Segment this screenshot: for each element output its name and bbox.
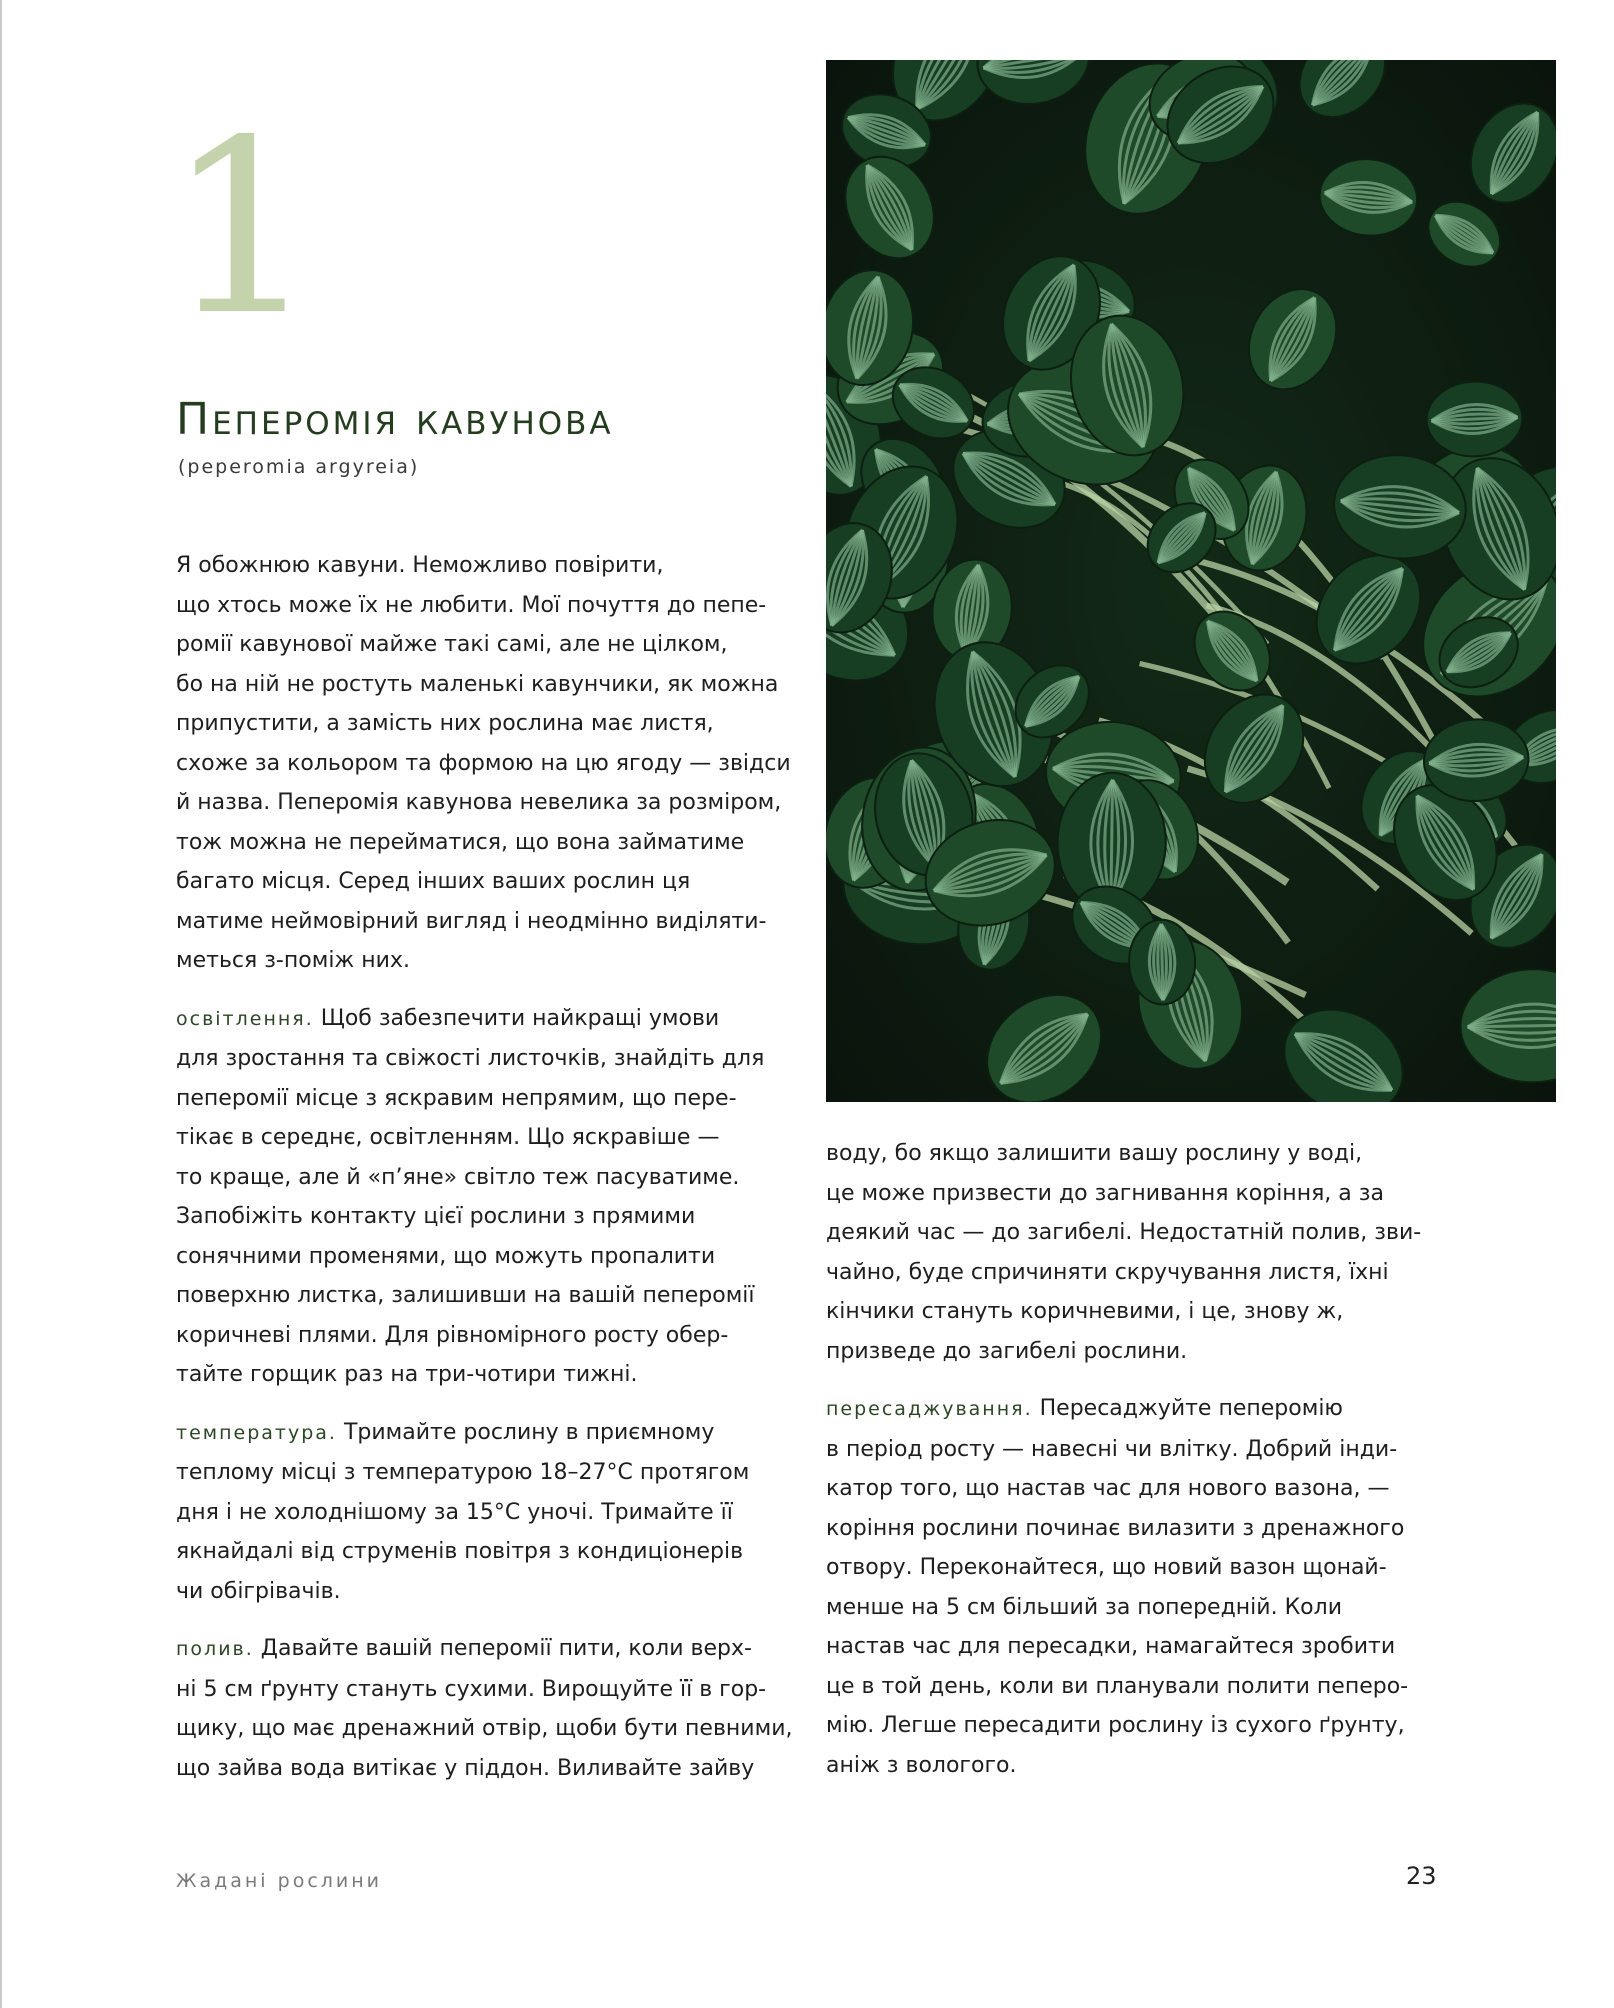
watering-paragraph: полив. Давайте вашій пеперомії пити, коли верх- ні 5 см ґрунту стануть сухими. Вирощуйте її в гор- щику, що має дренажний отвір, щоби бути певними, що зайва вода витікає у піддон. Виливайте зайву <box>176 1636 793 1781</box>
watering-continued-paragraph: воду, бо якщо залишити вашу рослину у воді, це може призвести до загнивання коріння, а за деякий час — до загибелі. Недостатній полив, зви- чайно, буде спричиняти скручування листя, їхні кінчики стануть коричневими, і це, знову ж, призведе до загибелі рослини. <box>826 1141 1422 1364</box>
intro-paragraph: Я обожнюю кавуни. Неможливо повірити, що хтось може їх не любити. Мої почуття до пепе- ромії кавунової майже такі самі, але не цілком, бо на ній не ростуть маленькі кавунчики, як можна припустити, а замість них рослина має листя, схоже за кольором та формою на цю ягоду — звідси й назва. Пеперомія кавунова невелика за розміром, тож можна не перейматися, що вона займатиме багато місця. Серед інших ваших рослин ця матиме неймовірний вигляд і неодмінно виділяти- меться з-поміж них. <box>176 553 791 973</box>
temperature-label: температура. <box>176 1421 337 1444</box>
plant-latin-name: (peperomia argyreia) <box>178 456 420 478</box>
temperature-paragraph: температура. Тримайте рослину в приємному теплому місці з температурою 18–27°C протягом дня і не холоднішому за 15°C уночі. Тримайте її якнайдалі від струменів повітря з кондиціонерів чи обігрівачів. <box>176 1419 750 1604</box>
repotting-label: пересаджування. <box>826 1398 1033 1420</box>
footer-book-title: Жадані рослини <box>176 1870 383 1892</box>
left-column <box>176 546 816 1788</box>
lighting-paragraph: освітлення. Щоб забезпечити найкращі умови для зростання та свіжості листочків, знайдіть для пеперомії місце з яскравим непрямим, що пере- тікає в середнє, освітленням. Що яскравіше — то краще, але й «п’яне» світло теж пасуватиме. Запобіжіть контакту цієї рослини з прямими сонячними променями, що можуть пропалити поверхню листка, залишивши на вашій пеперомії коричневі плями. Для рівномірного росту обер- тайте горщик раз на три-чотири тижні. <box>176 1005 765 1387</box>
chapter-number: 1 <box>166 88 319 368</box>
page-edge <box>0 0 2 2008</box>
watering-label: полив. <box>176 1638 254 1660</box>
lighting-label: освітлення. <box>176 1007 314 1030</box>
right-column <box>826 1134 1466 1785</box>
page-number: 23 <box>1406 1862 1437 1890</box>
repotting-paragraph: пересаджування. Пересаджуйте пеперомію в період росту — навесні чи влітку. Добрий інди- катор того, що настав час для нового вазона, — коріння рослини починає вилазити з дренажного отвору. Переконайтеся, що новий вазон щонай- менше на 5 см більший за попередній. Коли настав час для пересадки, намагайтеся зробити це в той день, коли ви планували полити пеперо- мію. Легше пересадити рослину із сухого ґрунту, аніж з вологого. <box>826 1396 1409 1778</box>
plant-title: Пеперомія кавунова <box>176 394 614 445</box>
peperomia-photo <box>826 60 1556 1102</box>
